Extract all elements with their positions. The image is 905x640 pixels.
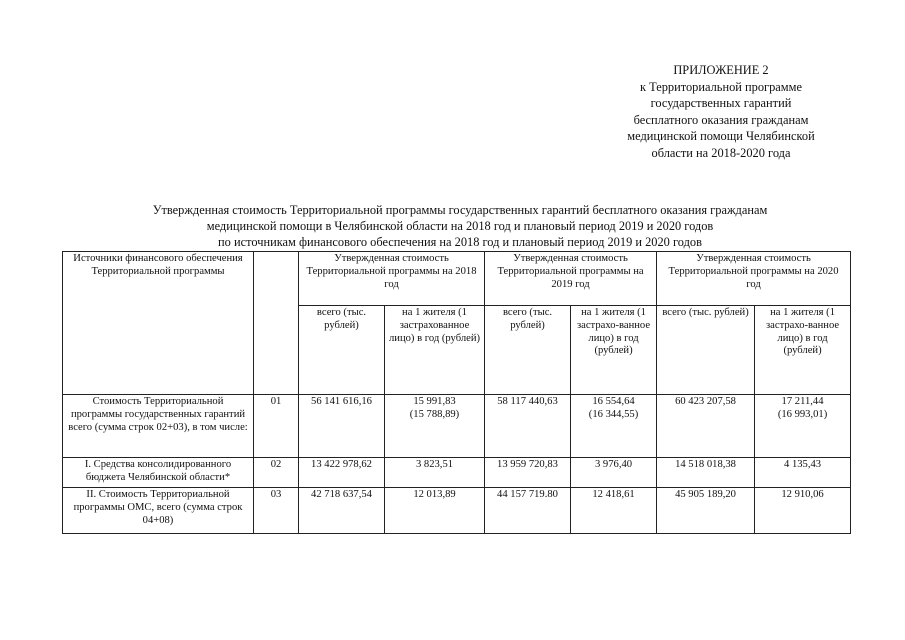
row-per-capita-2019 (571, 395, 657, 458)
appendix-line: бесплатного оказания гражданам (633, 112, 809, 127)
header-2019: Утвержденная стоимость Территориальной программы на 2019 год (485, 252, 657, 306)
subheader-total-2018: всего (тыс. рублей) (299, 306, 385, 395)
row-total-2018: 13 422 978,62 (299, 458, 385, 488)
row-total-2020: 14 518 018,38 (657, 458, 755, 488)
appendix-line: области на 2018-2020 года (651, 145, 791, 160)
table-row (63, 488, 851, 534)
cost-table (62, 251, 851, 534)
subheader-per-capita-2020: на 1 жителя (1 застрахо-ванное лицо) в год (рублей) (755, 306, 851, 395)
header-code (254, 252, 299, 395)
per-capita-insured-value: (16 344,55) (588, 408, 639, 420)
title-line: по источникам финансового обеспечения на 2018 год и плановый период 2019 и 2020 годов (218, 235, 702, 249)
row-source: II. Стоимость Территориальной программы ОМС, всего (сумма строк 04+08) (63, 488, 254, 534)
row-code: 02 (254, 458, 299, 488)
row-per-capita-2018: 12 013,89 (385, 488, 485, 534)
row-code: 01 (254, 395, 299, 458)
row-per-capita-2018 (385, 395, 485, 458)
table-row (63, 458, 851, 488)
appendix-heading (590, 62, 852, 161)
header-2018: Утвержденная стоимость Территориальной программы на 2018 год (299, 252, 485, 306)
row-per-capita-2020: 12 910,06 (755, 488, 851, 534)
header-2020: Утвержденная стоимость Территориальной программы на 2020 год (657, 252, 851, 306)
title-line: медицинской помощи в Челябинской области на 2018 год и плановый период 2019 и 2020 годов (206, 219, 714, 233)
per-capita-insured-value: (16 993,01) (777, 408, 828, 420)
subheader-total-2020: всего (тыс. рублей) (657, 306, 755, 395)
table-row (63, 395, 851, 458)
subheader-per-capita-2018: на 1 жителя (1 застрахованное лицо) в год (рублей) (385, 306, 485, 395)
row-total-2020: 45 905 189,20 (657, 488, 755, 534)
subheader-per-capita-2019: на 1 жителя (1 застрахо-ванное лицо) в год (рублей) (571, 306, 657, 395)
appendix-line: к Территориальной программе (640, 79, 802, 94)
per-capita-value: 17 211,44 (781, 396, 824, 407)
per-capita-value: 16 554,64 (592, 396, 635, 407)
subheader-total-2019: всего (тыс. рублей) (485, 306, 571, 395)
row-per-capita-2019: 12 418,61 (571, 488, 657, 534)
per-capita-value: 15 991,83 (413, 396, 456, 407)
header-source: Источники финансового обеспечения Территориальной программы (63, 252, 254, 395)
row-total-2019: 13 959 720,83 (485, 458, 571, 488)
row-source: I. Средства консолидированного бюджета Челябинской области* (63, 458, 254, 488)
per-capita-insured-value: (15 788,89) (409, 408, 460, 420)
row-code: 03 (254, 488, 299, 534)
row-source: Стоимость Территориальной программы государственных гарантий всего (сумма строк 02+03), в том числе: (63, 395, 254, 458)
header-row (63, 252, 851, 306)
row-per-capita-2020: 4 135,43 (755, 458, 851, 488)
row-total-2019: 58 117 440,63 (485, 395, 571, 458)
row-per-capita-2019: 3 976,40 (571, 458, 657, 488)
title-line: Утвержденная стоимость Территориальной программы государственных гарантий бесплатного оказания гражданам (152, 203, 768, 217)
row-total-2018: 56 141 616,16 (299, 395, 385, 458)
row-total-2018: 42 718 637,54 (299, 488, 385, 534)
row-per-capita-2018: 3 823,51 (385, 458, 485, 488)
appendix-line: ПРИЛОЖЕНИЕ 2 (673, 63, 769, 77)
row-total-2019: 44 157 719.80 (485, 488, 571, 534)
appendix-line: государственных гарантий (650, 96, 792, 110)
document-title (50, 202, 870, 250)
row-total-2020: 60 423 207,58 (657, 395, 755, 458)
row-per-capita-2020 (755, 395, 851, 458)
appendix-line: медицинской помощи Челябинской (627, 129, 815, 143)
